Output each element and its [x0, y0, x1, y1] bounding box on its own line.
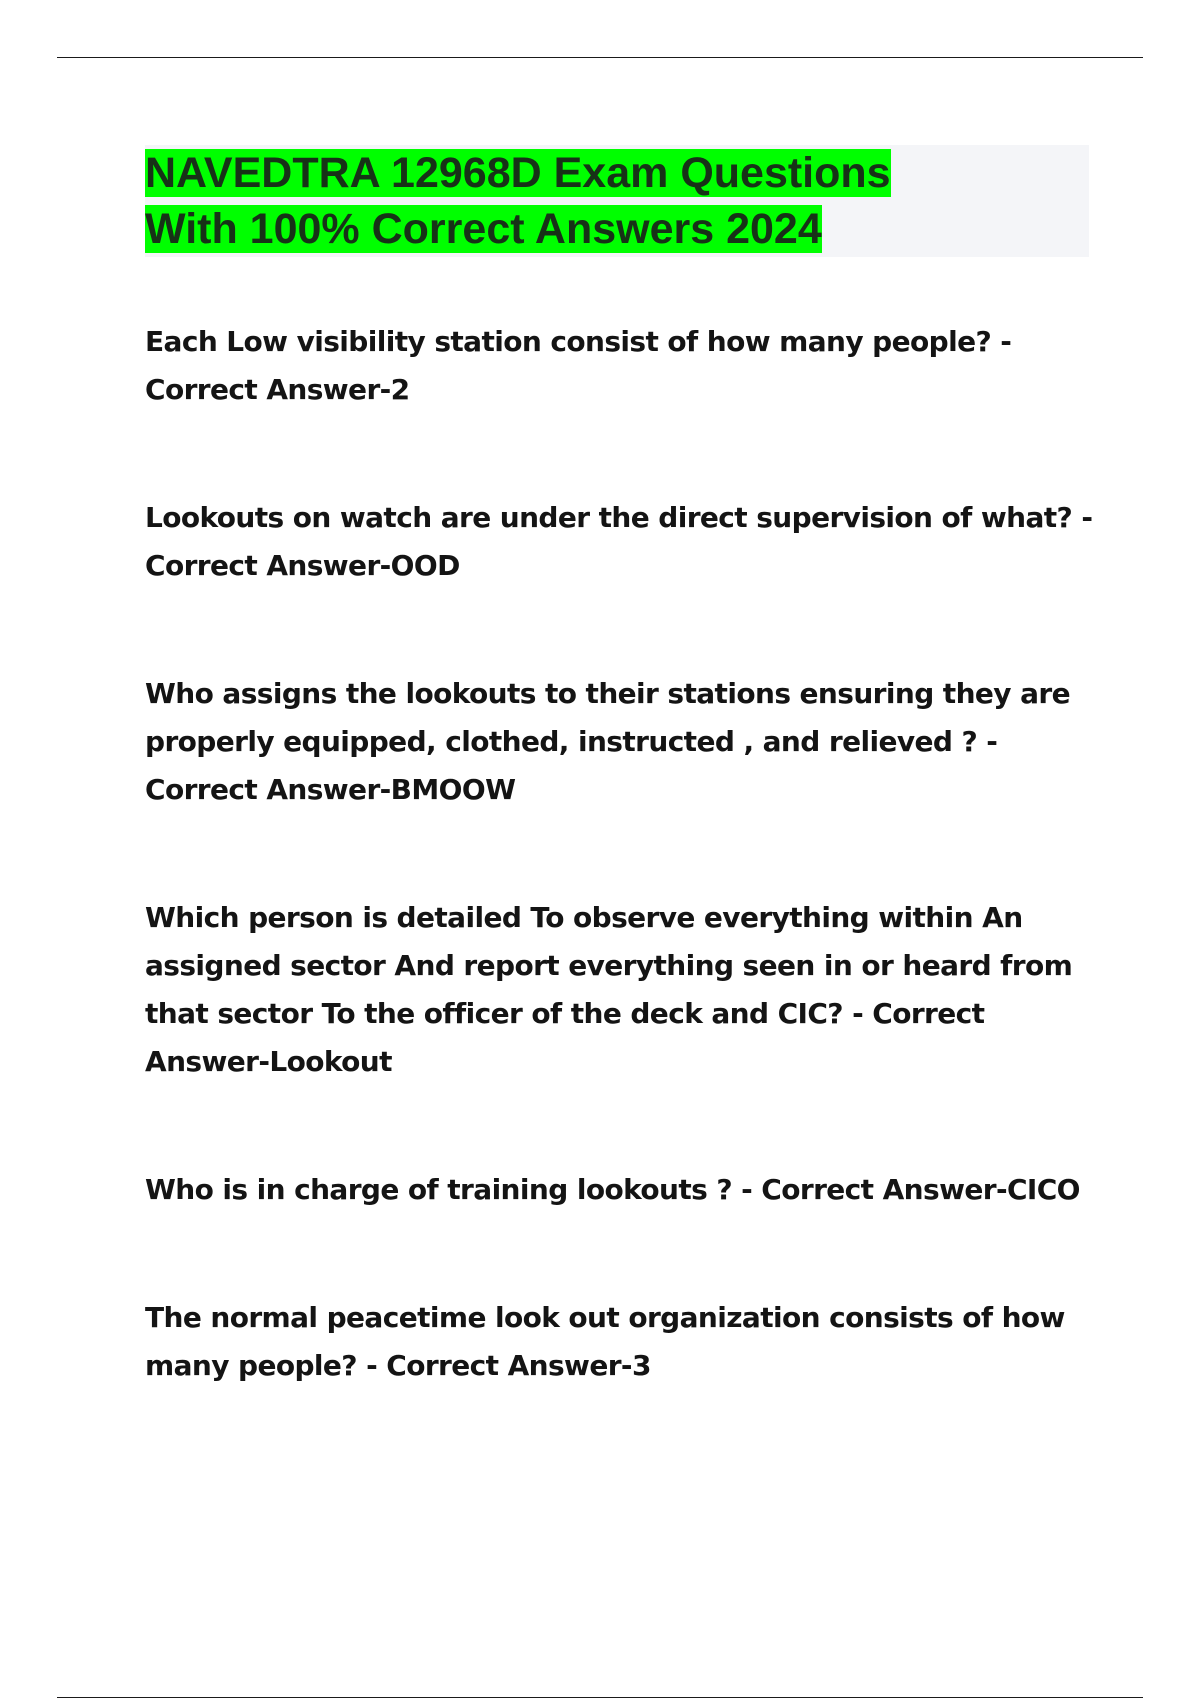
question-item: Lookouts on watch are under the direct supervision of what? - Correct Answer-OOD — [145, 501, 1093, 582]
question-item: Which person is detailed To observe everything within An assigned sector And report everything seen in or heard from that sector To the officer of the deck and CIC? - Correct Answer-Lookout — [145, 901, 1073, 1078]
title-line-2: With 100% Correct Answers 2024 — [145, 205, 822, 253]
question-item: Each Low visibility station consist of how many people? - Correct Answer-2 — [145, 325, 1012, 406]
header-rule — [57, 57, 1143, 58]
question-item: Who assigns the lookouts to their stations ensuring they are properly equipped, clothed, instructed , and relieved ? - Correct Answer-BMOOW — [145, 677, 1070, 806]
footer-rule — [57, 1697, 1143, 1698]
document-title — [145, 145, 1089, 257]
title-line-1: NAVEDTRA 12968D Exam Questions — [145, 149, 891, 197]
title-block — [145, 145, 1089, 257]
question-item: The normal peacetime look out organization consists of how many people? - Correct Answer-3 — [145, 1301, 1065, 1382]
question-item: Who is in charge of training lookouts ? - Correct Answer-CICO — [145, 1173, 1080, 1206]
question-list — [145, 318, 1095, 1390]
